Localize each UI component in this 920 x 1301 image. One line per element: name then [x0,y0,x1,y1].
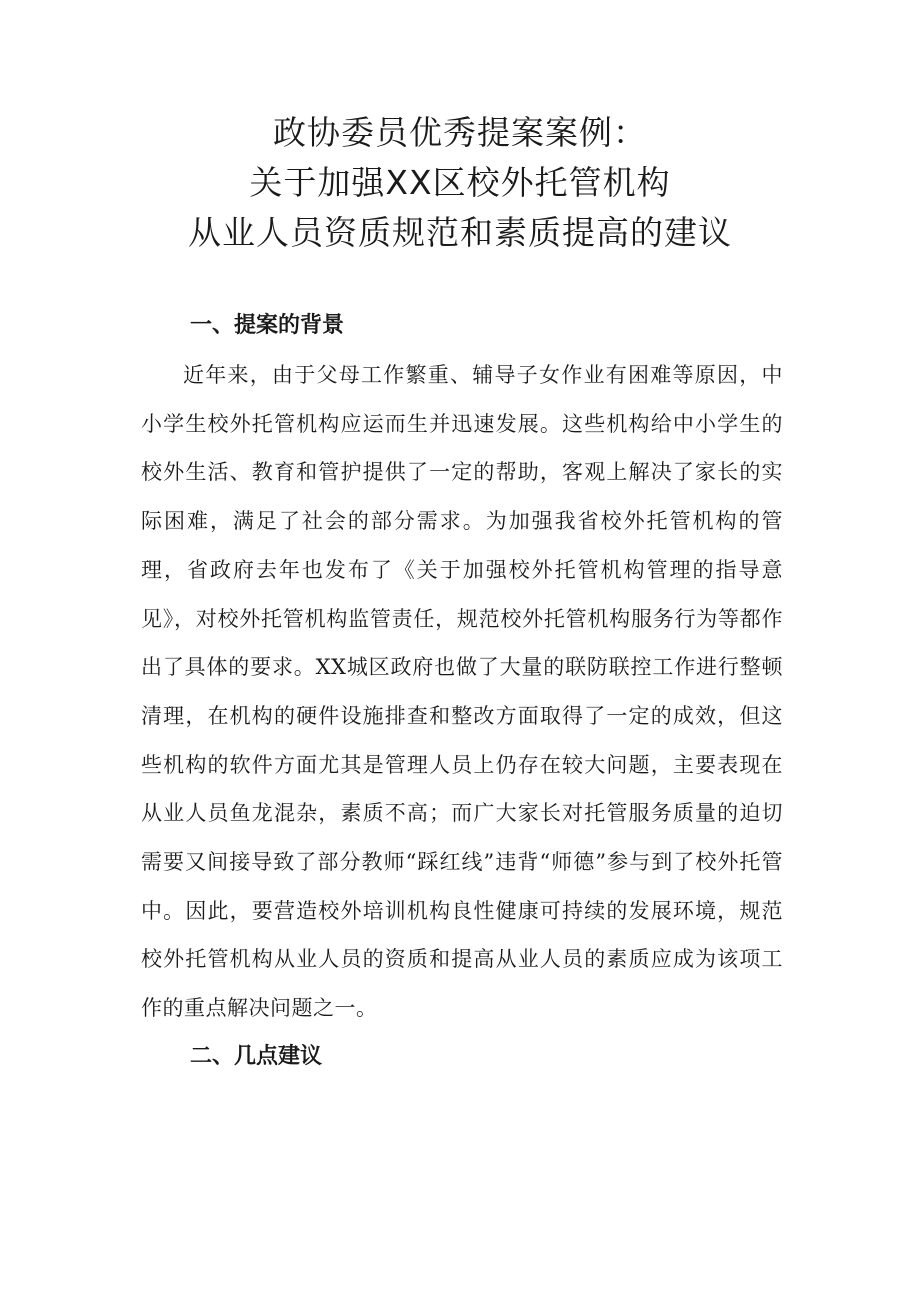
section-heading-suggestions: 二、几点建议 [190,1044,323,1069]
document-title [0,108,920,258]
background-paragraph: 近年来，由于父母工作繁重、辅导子女作业有困难等原因，中小学生校外托管机构应运而生并迅速发展。这些机构给中小学生的校外生活、教育和管护提供了一定的帮助，客观上解决了家长的实际困难，满足了社会的部分需求。为加强我省校外托管机构的管理，省政府去年也发布了《关于加强校外托管机构管理的指导意见》，对校外托管机构监管责任，规范校外托管机构服务行为等都作出了具体的要求。XX城区政府也做了大量的联防联控工作进行整顿清理，在机构的硬件设施排查和整改方面取得了一定的成效，但这些机构的软件方面尤其是管理人员上仍存在较大问题，主要表现在从业人员鱼龙混杂，素质不高；而广大家长对托管服务质量的迫切需要又间接导致了部分教师“踩红线”违背“师德”参与到了校外托管中。因此，要营造校外培训机构良性健康可持续的发展环境，规范校外托管机构从业人员的资质和提高从业人员的素质应成为该项工作的重点解决问题之一。 [141,363,783,1021]
section-heading-background: 一、提案的背景 [190,313,345,338]
title-line-3: 从业人员资质规范和素质提高的建议 [188,213,732,252]
title-line-2: 关于加强XX区校外托管机构 [249,163,671,202]
title-line-1: 政协委员优秀提案案例： [273,113,647,152]
